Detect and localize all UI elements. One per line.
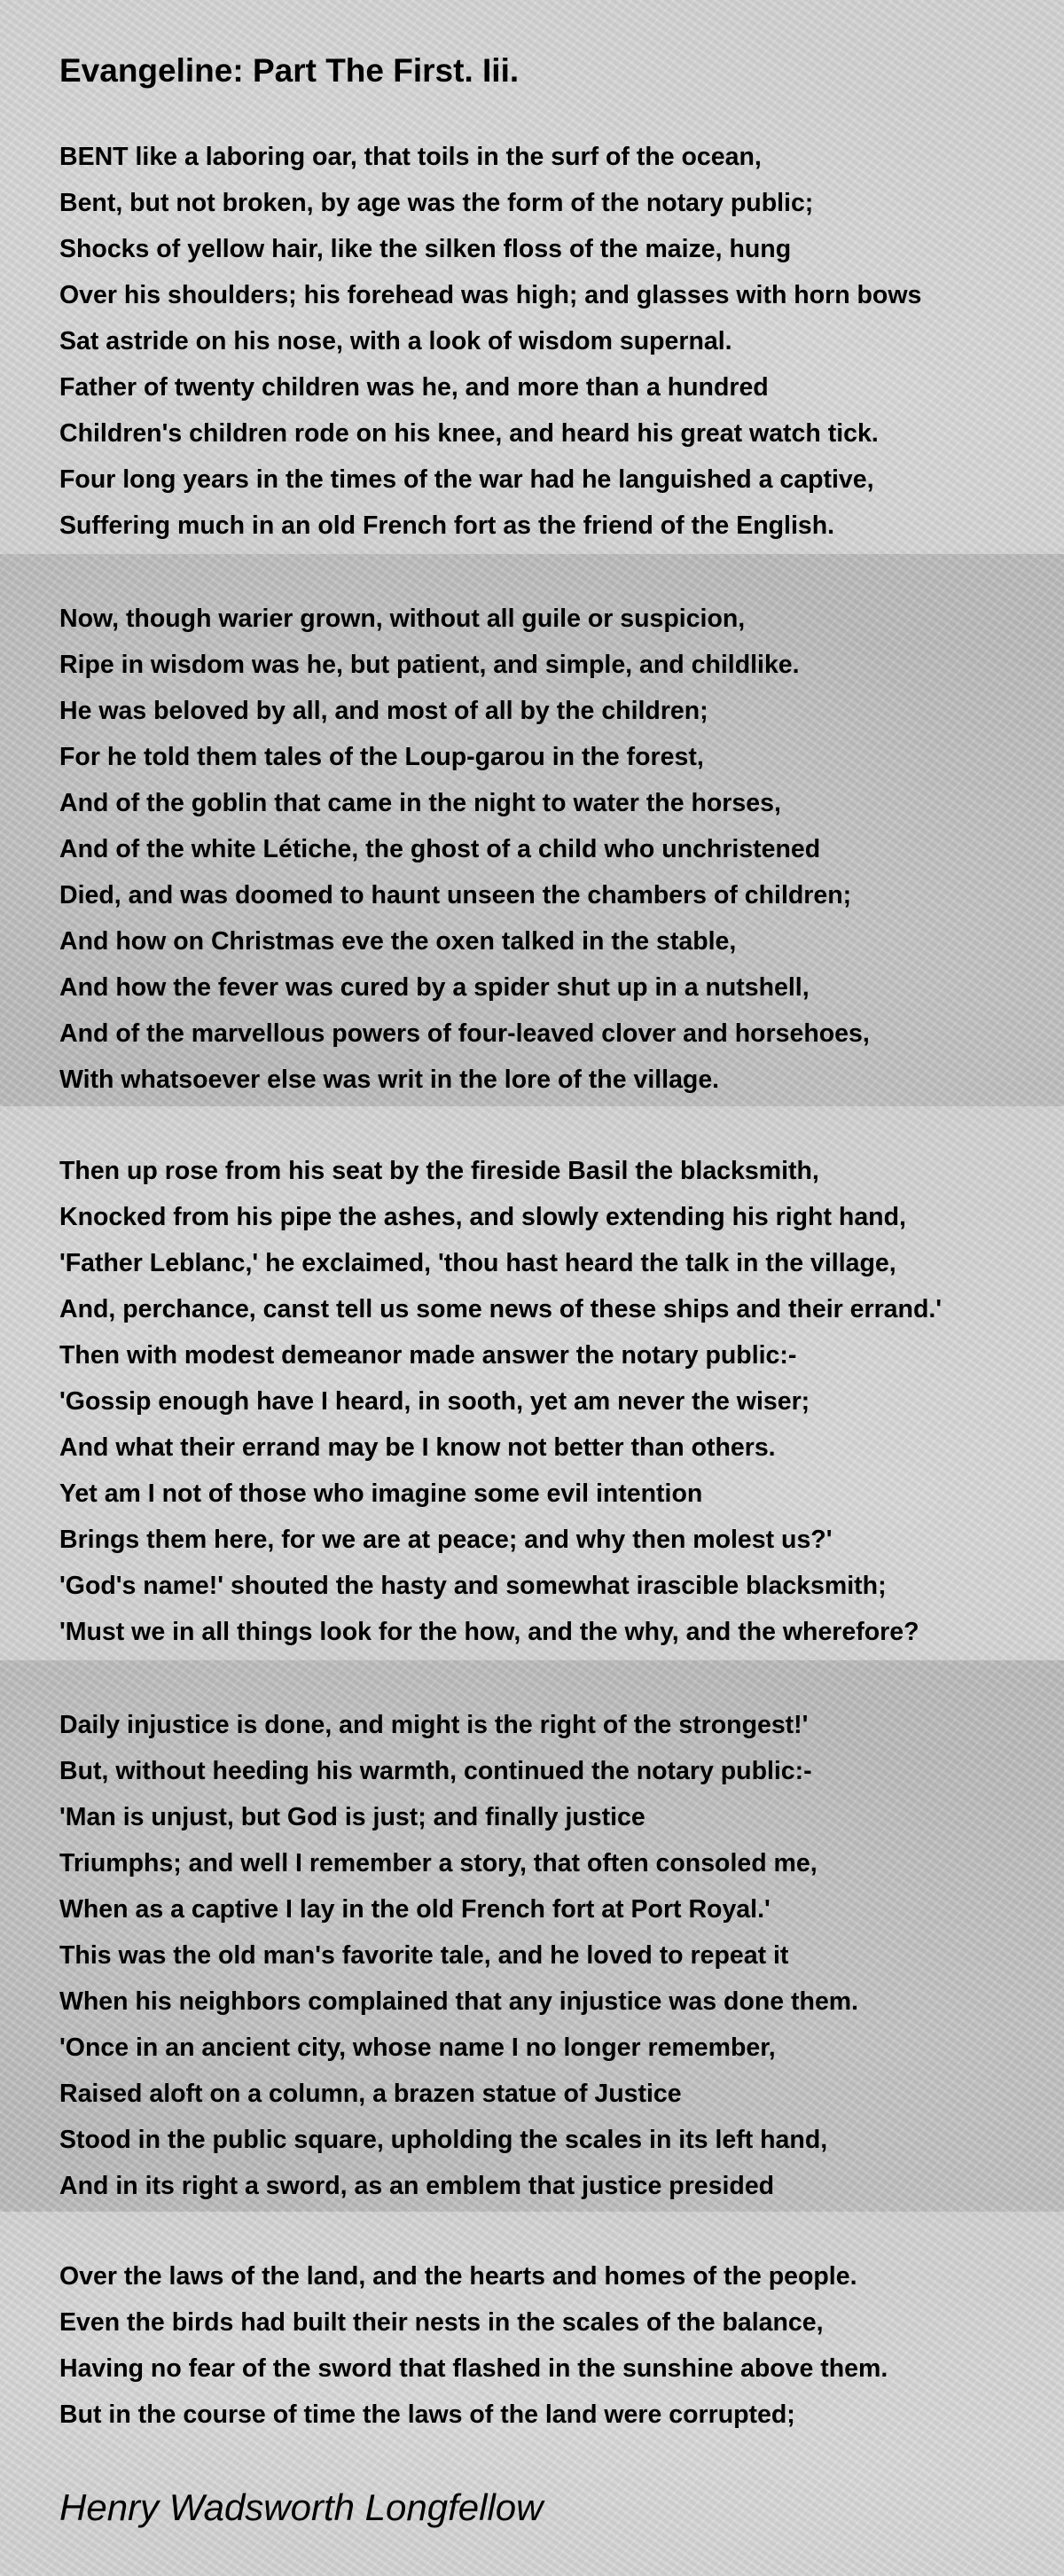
poem-line: Knocked from his pipe the ashes, and slowly extending his right hand, xyxy=(59,1203,906,1231)
poem-line: Over the laws of the land, and the hearts and homes of the people. xyxy=(59,2262,857,2291)
poem-line: Over his shoulders; his forehead was high; and glasses with horn bows xyxy=(59,281,922,309)
poem-line: Children's children rode on his knee, and heard his great watch tick. xyxy=(59,419,879,448)
poem-line: 'Man is unjust, but God is just; and finally justice xyxy=(59,1803,645,1831)
poem-line: And in its right a sword, as an emblem that justice presided xyxy=(59,2172,775,2200)
poem-line: With whatsoever else was writ in the lore of the village. xyxy=(59,1066,720,1094)
poem-line: Triumphs; and well I remember a story, that often consoled me, xyxy=(59,1849,818,1877)
poem-line: Died, and was doomed to haunt unseen the chambers of children; xyxy=(59,881,852,909)
poem-line: Sat astride on his nose, with a look of wisdom supernal. xyxy=(59,327,732,355)
stanza-2 xyxy=(59,596,1061,1103)
poem-line: And of the goblin that came in the night to water the horses, xyxy=(59,789,781,817)
poem-line: And how the fever was cured by a spider shut up in a nutshell, xyxy=(59,973,810,1002)
poem-line: He was beloved by all, and most of all by the children; xyxy=(59,697,708,725)
stanza-1 xyxy=(59,134,1061,549)
poem-line: Daily injustice is done, and might is the right of the strongest!' xyxy=(59,1711,809,1739)
poem-line: Brings them here, for we are at peace; and why then molest us?' xyxy=(59,1526,833,1554)
poem-line: Ripe in wisdom was he, but patient, and simple, and childlike. xyxy=(59,651,800,679)
stanza-3 xyxy=(59,1148,1061,1655)
poem-line: Having no fear of the sword that flashed in the sunshine above them. xyxy=(59,2354,888,2383)
stanza-4 xyxy=(59,1702,1061,2209)
poem-line: Father of twenty children was he, and more than a hundred xyxy=(59,373,769,402)
poem-line: But in the course of time the laws of the land were corrupted; xyxy=(59,2400,795,2429)
poem-line: But, without heeding his warmth, continued the notary public:- xyxy=(59,1757,812,1785)
poem-line: Yet am I not of those who imagine some evil intention xyxy=(59,1479,703,1508)
poem-line: Suffering much in an old French fort as the friend of the English. xyxy=(59,511,835,540)
stanza-5 xyxy=(59,2253,1061,2438)
poem-line: Now, though warier grown, without all guile or suspicion, xyxy=(59,605,746,633)
poem-line: Stood in the public square, upholding the scales in its left hand, xyxy=(59,2126,828,2154)
poem-line: And of the marvellous powers of four-leaved clover and horsehoes, xyxy=(59,1019,870,1048)
poem-line: Raised aloft on a column, a brazen statue of Justice xyxy=(59,2080,682,2108)
poem-author: Henry Wadsworth Longfellow xyxy=(59,2486,544,2528)
poem-line: Then up rose from his seat by the fireside Basil the blacksmith, xyxy=(59,1157,819,1185)
poem-line: And of the white Létiche, the ghost of a child who unchristened xyxy=(59,835,821,863)
poem-line: And, perchance, canst tell us some news of these ships and their errand.' xyxy=(59,1295,943,1323)
poem-line: BENT like a laboring oar, that toils in the surf of the ocean, xyxy=(59,143,762,171)
poem-line: Four long years in the times of the war had he languished a captive, xyxy=(59,465,874,494)
poem-line: 'Gossip enough have I heard, in sooth, yet am never the wiser; xyxy=(59,1387,810,1416)
poem-title: Evangeline: Part The First. Iii. xyxy=(59,52,520,89)
poem-line: 'God's name!' shouted the hasty and somewhat irascible blacksmith; xyxy=(59,1572,887,1600)
poem-line: For he told them tales of the Loup-garou in the forest, xyxy=(59,743,704,771)
poem-line: Bent, but not broken, by age was the form of the notary public; xyxy=(59,189,814,217)
poem-line: And what their errand may be I know not better than others. xyxy=(59,1433,776,1462)
poem-line: Shocks of yellow hair, like the silken floss of the maize, hung xyxy=(59,235,792,263)
poem-line: Even the birds had built their nests in the scales of the balance, xyxy=(59,2308,824,2337)
poem-line: When his neighbors complained that any injustice was done them. xyxy=(59,1987,859,2016)
poem-line: 'Father Leblanc,' he exclaimed, 'thou hast heard the talk in the village, xyxy=(59,1249,896,1277)
poem-line: 'Must we in all things look for the how, and the why, and the wherefore? xyxy=(59,1618,919,1646)
poem-line: And how on Christmas eve the oxen talked in the stable, xyxy=(59,927,737,956)
poem-line: When as a captive I lay in the old French fort at Port Royal.' xyxy=(59,1895,771,1924)
poem-line: Then with modest demeanor made answer the notary public:- xyxy=(59,1341,797,1370)
poem-line: 'Once in an ancient city, whose name I no longer remember, xyxy=(59,2033,776,2062)
poem-line: This was the old man's favorite tale, and he loved to repeat it xyxy=(59,1941,789,1970)
